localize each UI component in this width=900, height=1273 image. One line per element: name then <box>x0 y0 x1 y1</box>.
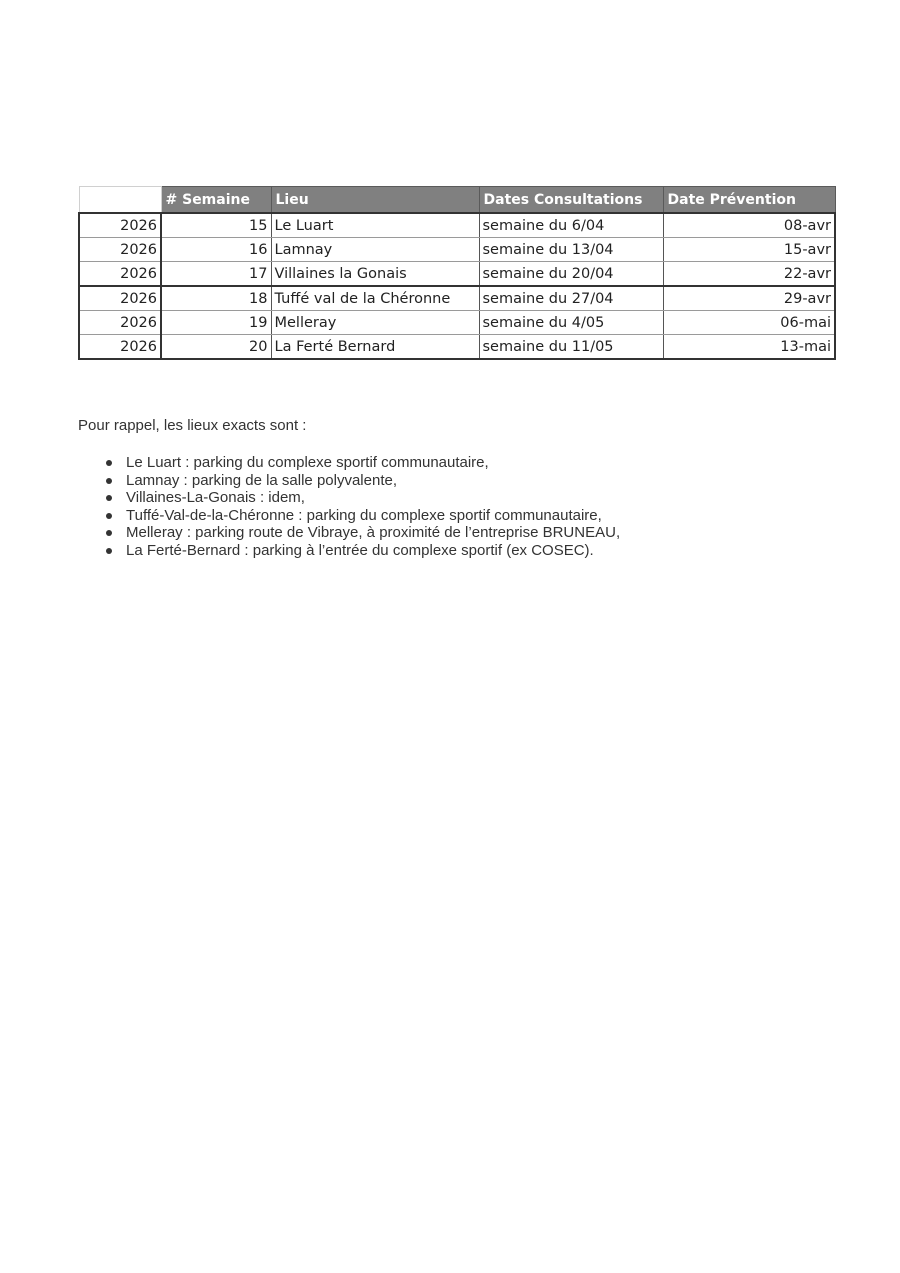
list-item-text: La Ferté-Bernard : parking à l’entrée du complexe sportif (ex COSEC). <box>126 541 594 559</box>
cell-prevention: 13-mai <box>663 335 835 360</box>
cell-dates: semaine du 11/05 <box>479 335 663 360</box>
header-dates: Dates Consultations <box>479 187 663 214</box>
cell-dates: semaine du 6/04 <box>479 213 663 238</box>
bullet-icon <box>106 495 112 501</box>
cell-dates: semaine du 13/04 <box>479 238 663 262</box>
cell-place: La Ferté Bernard <box>271 335 479 360</box>
cell-place: Villaines la Gonais <box>271 262 479 287</box>
list-item-text: Melleray : parking route de Vibraye, à proximité de l’entreprise BRUNEAU, <box>126 524 621 541</box>
cell-place: Lamnay <box>271 238 479 262</box>
list-item <box>126 489 620 507</box>
bullet-icon <box>106 478 112 484</box>
list-item-text: Lamnay : parking de la salle polyvalente, <box>126 471 397 489</box>
cell-week: 17 <box>161 262 271 287</box>
cell-year: 2026 <box>79 286 161 311</box>
list-item <box>126 472 620 490</box>
cell-prevention: 15-avr <box>663 238 835 262</box>
table-row <box>79 213 835 238</box>
cell-place: Tuffé val de la Chéronne <box>271 286 479 311</box>
header-year <box>79 187 161 214</box>
table-row <box>79 311 835 335</box>
cell-week: 19 <box>161 311 271 335</box>
list-item <box>126 507 620 525</box>
schedule-table <box>78 186 836 360</box>
cell-dates: semaine du 20/04 <box>479 262 663 287</box>
cell-prevention: 29-avr <box>663 286 835 311</box>
cell-week: 18 <box>161 286 271 311</box>
table-row <box>79 286 835 311</box>
list-item-text: Villaines-La-Gonais : idem, <box>126 489 305 506</box>
header-place: Lieu <box>271 187 479 214</box>
table-row <box>79 262 835 287</box>
bullet-icon <box>106 460 112 466</box>
table-row <box>79 238 835 262</box>
bullet-icon <box>106 530 112 536</box>
cell-year: 2026 <box>79 238 161 262</box>
cell-prevention: 06-mai <box>663 311 835 335</box>
cell-week: 15 <box>161 213 271 238</box>
sites-list <box>78 454 620 559</box>
cell-prevention: 08-avr <box>663 213 835 238</box>
cell-year: 2026 <box>79 213 161 238</box>
bullet-icon <box>106 513 112 519</box>
cell-year: 2026 <box>79 335 161 360</box>
header-week: # Semaine <box>161 187 271 214</box>
cell-week: 20 <box>161 335 271 360</box>
cell-dates: semaine du 27/04 <box>479 286 663 311</box>
cell-prevention: 22-avr <box>663 262 835 287</box>
list-item <box>126 542 620 560</box>
table-row <box>79 335 835 360</box>
cell-week: 16 <box>161 238 271 262</box>
cell-dates: semaine du 4/05 <box>479 311 663 335</box>
cell-year: 2026 <box>79 262 161 287</box>
list-item <box>126 524 620 542</box>
table-header-row <box>79 187 835 214</box>
list-item-text: Tuffé-Val-de-la-Chéronne : parking du complexe sportif communautaire, <box>126 506 602 524</box>
cell-place: Le Luart <box>271 213 479 238</box>
bullet-icon <box>106 548 112 554</box>
header-prevention: Date Prévention <box>663 187 835 214</box>
cell-year: 2026 <box>79 311 161 335</box>
intro-text: Pour rappel, les lieux exacts sont : <box>78 417 307 434</box>
cell-place: Melleray <box>271 311 479 335</box>
list-item-text: Le Luart : parking du complexe sportif communautaire, <box>126 454 489 471</box>
list-item <box>126 454 620 472</box>
